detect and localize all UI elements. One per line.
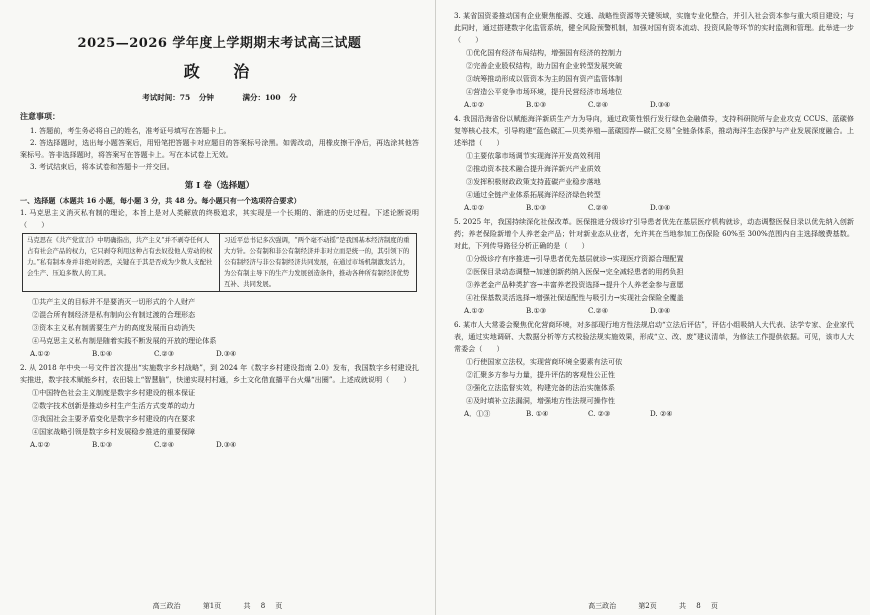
q4-choices [464, 202, 854, 214]
q5-choices [464, 305, 854, 317]
q3-choices [464, 99, 854, 111]
q1-stem: 1. 马克思主义消灭私有制的理论，本旨上是对人类解放的终极追求，其实现是一个长期的、渐进的历史过程。下述论断说明（ ） [20, 208, 419, 229]
footer-total: 共 8 页 [243, 602, 283, 610]
q6-option-4: ④及时填补立法漏洞，增强地方性法规可操作性 [466, 396, 615, 405]
section-title: 第 I 卷（选择题） [184, 181, 255, 191]
q3-option-1: ①优化国有经济布局结构，增强国有经济的控制力 [466, 48, 623, 57]
q2-option-1: ①中国特色社会主义制度是数字乡村建设的根本保证 [32, 388, 196, 397]
footer-total: 共 8 页 [679, 602, 718, 610]
q5-choice-a: A.①② [464, 306, 485, 315]
q1-choices [30, 348, 419, 360]
q1-material-left: 马克思在《共产党宣言》中明确指出，共产主义“并不剥夺任何人占有社会产品的权力，它只剥夺利用这种占有去奴役他人劳动的权力。”私有制本身并非绝对的恶，关键在于其是否成为少数人支配社会生产、压迫多数人的工具。 [27, 236, 213, 277]
q1-option-1: ①共产主义的目标并不是要消灭一切形式的个人财产 [32, 297, 196, 306]
q6-option-3: ③强化立法监督实效，构建完备的法治实施体系 [466, 383, 615, 392]
q3-option-3: ③统筹推动形成以管资本为主的国有资产监管体制 [466, 74, 623, 83]
q1-option-3: ③资本主义私有制需要生产力的高度发展而自动消失 [32, 323, 196, 332]
q6-choice-b: B. ①④ [526, 409, 549, 418]
q4-option-3: ③发挥积极财政政策支持蓝碳产业稳步落地 [466, 177, 601, 186]
q1-option-2: ②混合所有制经济是私有制向公有制过渡的合理形态 [32, 310, 196, 319]
q3-choice-b: B.①③ [526, 100, 547, 109]
q2-choices [30, 439, 419, 451]
q4-choice-d: D.③④ [650, 203, 671, 212]
q2-stem: 2. 从 2018 年中央一号文件首次提出“实施数字乡村战略”，到 2024 年《数字乡村建设指南 2.0》发布，我国数字乡村建设扎实推进，数字技术赋能乡村，农田装上“智慧脑”，快递实现村村通，乡土文化借直播平台火爆“出圈”。上述成就说明（ ） [20, 363, 419, 384]
q5-choice-c: C.②④ [588, 306, 609, 315]
q1-choice-c: C.②③ [154, 349, 175, 358]
q5-option-2: ②医保目录动态调整→加速创新药纳入医保→完全减轻患者的用药负担 [466, 267, 684, 276]
q4-choice-a: A.①② [464, 203, 485, 212]
note-1: 1. 答题前，考生务必将自己的姓名，准考证号填写在答题卡上。 [30, 126, 231, 135]
q6-stem: 6. 某市人大常委会聚焦优化营商环境，对多部现行地方性法规启动“立法后评估”，评估小组吸纳人大代表、法学专家、企业家代表，通过实地调研、大数据分析等方式校验法规实施效果，形成“立、改、废”建议清单，为修法工作提供依据。可见，该市人大常委会（ ） [454, 320, 854, 353]
footer-course: 高三政治 [152, 602, 181, 610]
q1-option-4: ④马克思主义私有制是随着实践不断发展的开放的理论体系 [32, 336, 217, 345]
q2-option-4: ④国家战略引领是数字乡村发展稳步推进的重要保障 [32, 427, 196, 436]
subject-title: 政 治 [183, 62, 264, 81]
q3-choice-a: A.①② [464, 100, 485, 109]
q1-material-box [22, 233, 417, 292]
q5-option-4: ④社保基数灵活选择→增强社保适配性与吸引力→实现社会保险全覆盖 [466, 293, 684, 302]
q4-option-2: ②推动资本技术融合提升海洋新兴产业质效 [466, 164, 601, 173]
exam-title: 2025—2026 学年度上学期期末考试高三试题 [77, 36, 362, 51]
section-intro: 一、选择题（本题共 16 小题，每小题 3 分，共 48 分。每小题只有一个选项符合要求） [20, 196, 301, 205]
q2-choice-c: C.②④ [154, 440, 175, 449]
page-2-footer [436, 601, 870, 611]
q5-option-3: ③养老金产品种类扩容→丰富养老投资选择→提升个人养老金参与意愿 [466, 280, 684, 289]
q6-choice-c: C. ②③ [588, 409, 611, 418]
footer-page: 第2页 [638, 602, 657, 610]
q4-option-1: ①主要依靠市场调节实现海洋开发高效利用 [466, 151, 601, 160]
q1-material-right: 习近平总书记多次强调，“两个毫不动摇”是我国基本经济制度的重大方针。公有制和非公有制经济并非对立而是统一的，其引领下的公有制经济与非公有制经济共同发展，在通过市场机制激发活力，为公有制主导下的生产力发展创造条件，推动各种所有制经济优势互补、共同发展。 [219, 234, 416, 291]
page-2 [436, 0, 870, 615]
q2-choice-b: B.①③ [92, 440, 113, 449]
q5-stem: 5. 2025 年，我国持续深化社保改革。医保推进分级诊疗引导患者优先在基层医疗机构就诊，动态调整医保目录以优先纳入创新药；养老保险新增个人养老金产品；针对新业态从业者，允许其在当地参加工伤保险 60%至 300%范围内自主选择缴费基数。对此，下列传导路径分析正确的是（ ） [454, 217, 854, 250]
exam-time: 考试时间：75 分钟 [142, 93, 214, 102]
q2-option-2: ②数字技术创新是推动乡村生产生活方式变革的动力 [32, 401, 196, 410]
note-2: 2. 答选择题时，选出每小题答案后，用铅笔把答题卡对应题目的答案标号涂黑。如需改动，用橡皮擦干净后，再选涂其他答案标号。答非选择题时，将答案写在答题卡上。写在本试卷上无效。 [20, 138, 419, 159]
q4-stem: 4. 我国沿海省份以赋能海洋新质生产力为导向，通过政策性银行发行绿色金融债券，支持科研院所与企业攻克 CCUS、蓝碳修复等核心技术，引导构建“蓝色碳汇—贝类养殖—蓝碳园荐—碳汇交易”全链条体系，推动海洋生态保护与产业发展深度融合。上述举措（ ） [454, 114, 854, 147]
footer-course: 高三政治 [588, 602, 617, 610]
q4-option-4: ④通过全链产业体系拓展海洋经济绿色转型 [466, 190, 601, 199]
q3-option-4: ④营造公平竞争市场环境，提升民营经济市场地位 [466, 87, 623, 96]
page-1-footer [0, 601, 435, 611]
q3-choice-c: C.②④ [588, 100, 609, 109]
q2-choice-d: D.③④ [216, 440, 237, 449]
q5-choice-b: B.①③ [526, 306, 547, 315]
q5-option-1: ①分级诊疗有序推进→引导患者优先基层就诊→实现医疗资源合理配置 [466, 254, 684, 263]
exam-meta [20, 92, 419, 103]
q6-option-2: ②汇聚多方参与力量，提升评估的客观性公正性 [466, 370, 615, 379]
notes-title: 注意事项： [20, 111, 60, 121]
q1-choice-b: B.①④ [92, 349, 113, 358]
q3-choice-d: D.③④ [650, 100, 671, 109]
q3-option-2: ②完善企业股权结构，助力国有企业转型发展突破 [466, 61, 623, 70]
q4-choice-b: B.①③ [526, 203, 547, 212]
footer-page: 第1页 [202, 602, 222, 610]
q6-choices [464, 408, 854, 420]
q4-choice-c: C.②④ [588, 203, 609, 212]
note-3: 3. 考试结束后，将本试卷和答题卡一并交回。 [30, 162, 174, 171]
q6-choice-a: A．①③ [464, 409, 491, 418]
q1-choice-d: D.③④ [216, 349, 237, 358]
q1-choice-a: A.①② [30, 349, 51, 358]
q6-option-1: ①行使国家立法权，实现营商环境全要素有法可依 [466, 357, 623, 366]
q2-choice-a: A.①② [30, 440, 51, 449]
exam-score: 满分：100 分 [242, 93, 297, 102]
q3-stem: 3. 某省国资委推动国有企业聚焦能源、交通、战略性资源等关键领域，实施专业化整合，并引入社会资本参与重大项目建设；与此同时，通过搭建数字化监管系统，健全风险预警机制，加强对国有资本流动、投资风险等环节的实时监测和管理。此举进一步（ ） [454, 11, 854, 44]
q5-choice-d: D.③④ [650, 306, 671, 315]
q6-choice-d: D. ②④ [650, 409, 673, 418]
q2-option-3: ③我国社会主要矛盾变化是数字乡村建设的内在要求 [32, 414, 196, 423]
